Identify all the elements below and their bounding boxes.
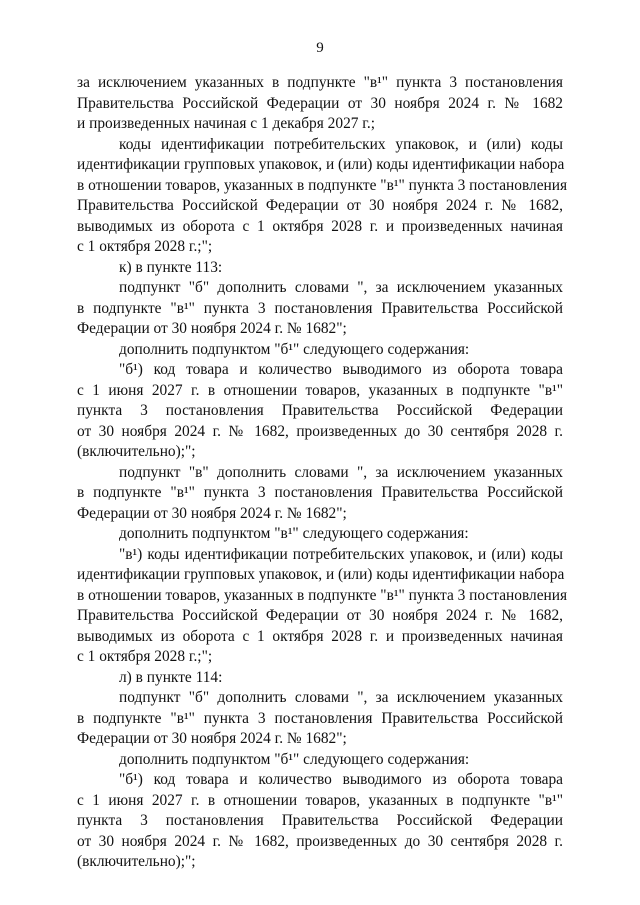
- text-line: "б¹) код товара и количество выводимого из оборота товара: [119, 361, 563, 378]
- text-line: в отношении товаров, указанных в подпункте "в¹" пункта 3 постановления: [77, 586, 568, 604]
- text-line: в отношении товаров, указанных в подпункте "в¹" пункта 3 постановления: [77, 176, 568, 194]
- text-line: в подпункте "в¹" пункта 3 постановления Правительства Российской: [77, 299, 563, 317]
- text-line: от 30 ноября 2024 г. № 1682, произведенных до 30 сентября 2028 г.: [77, 832, 563, 850]
- text-line: подпункт "б" дополнить словами ", за исключением указанных: [119, 689, 563, 706]
- text-line: дополнить подпунктом "в¹" следующего содержания:: [119, 525, 469, 542]
- text-line: Правительства Российской Федерации от 30 ноября 2024 г. № 1682,: [77, 197, 563, 214]
- text-line: коды идентификации потребительских упаковок, и (или) коды: [119, 135, 563, 153]
- text-line: с 1 октября 2028 г.;";: [77, 238, 213, 255]
- text-line: (включительно);";: [77, 853, 196, 870]
- text-line: дополнить подпунктом "б¹" следующего содержания:: [119, 750, 470, 768]
- page-number: 9: [316, 40, 324, 56]
- text-line: с 1 июня 2027 г. в отношении товаров, указанных в подпункте "в¹": [77, 791, 563, 809]
- text-line: Федерации от 30 ноября 2024 г. № 1682";: [77, 730, 347, 747]
- text-line: пункта 3 постановления Правительства Российской Федерации: [77, 812, 563, 829]
- text-line: подпункт "б" дополнить словами ", за исключением указанных: [119, 279, 563, 296]
- text-line: и произведенных начиная с 1 декабря 2027 г.;: [77, 115, 376, 132]
- text-line: с 1 июня 2027 г. в отношении товаров, указанных в подпункте "в¹": [77, 381, 563, 399]
- text-line: с 1 октября 2028 г.;";: [77, 648, 213, 665]
- text-line: Федерации от 30 ноября 2024 г. № 1682";: [77, 320, 347, 337]
- text-line: в подпункте "в¹" пункта 3 постановления Правительства Российской: [77, 484, 563, 501]
- text-line: Правительства Российской Федерации от 30 ноября 2024 г. № 1682,: [77, 607, 563, 624]
- text-line: выводимых из оборота с 1 октября 2028 г. и произведенных начиная: [77, 627, 563, 645]
- text-line: "в¹) коды идентификации потребительских упаковок, и (или) коды: [119, 545, 563, 563]
- text-line: идентификации групповых упаковок, и (или) коды идентификации набора: [77, 566, 565, 583]
- text-line: Федерации от 30 ноября 2024 г. № 1682";: [77, 504, 347, 522]
- text-line: л) в пункте 114:: [119, 668, 223, 686]
- text-line: пункта 3 постановления Правительства Российской Федерации: [77, 402, 563, 419]
- text-line: выводимых из оборота с 1 октября 2028 г. и произведенных начиная: [77, 217, 563, 235]
- text-line: дополнить подпунктом "б¹" следующего содержания:: [119, 340, 470, 358]
- text-line: за исключением указанных в подпункте "в¹" пункта 3 постановления: [77, 74, 563, 91]
- text-line: "б¹) код товара и количество выводимого из оборота товара: [119, 771, 563, 788]
- text-line: (включительно);";: [77, 443, 196, 460]
- text-line: к) в пункте 113:: [119, 258, 223, 276]
- text-line: Правительства Российской Федерации от 30 ноября 2024 г. № 1682: [77, 94, 563, 112]
- text-line: подпункт "в" дополнить словами ", за исключением указанных: [119, 463, 563, 481]
- text-line: идентификации групповых упаковок, и (или) коды идентификации набора: [77, 156, 565, 173]
- text-line: в подпункте "в¹" пункта 3 постановления Правительства Российской: [77, 709, 563, 727]
- text-line: от 30 ноября 2024 г. № 1682, произведенных до 30 сентября 2028 г.: [77, 422, 563, 440]
- document-body: [77, 73, 568, 873]
